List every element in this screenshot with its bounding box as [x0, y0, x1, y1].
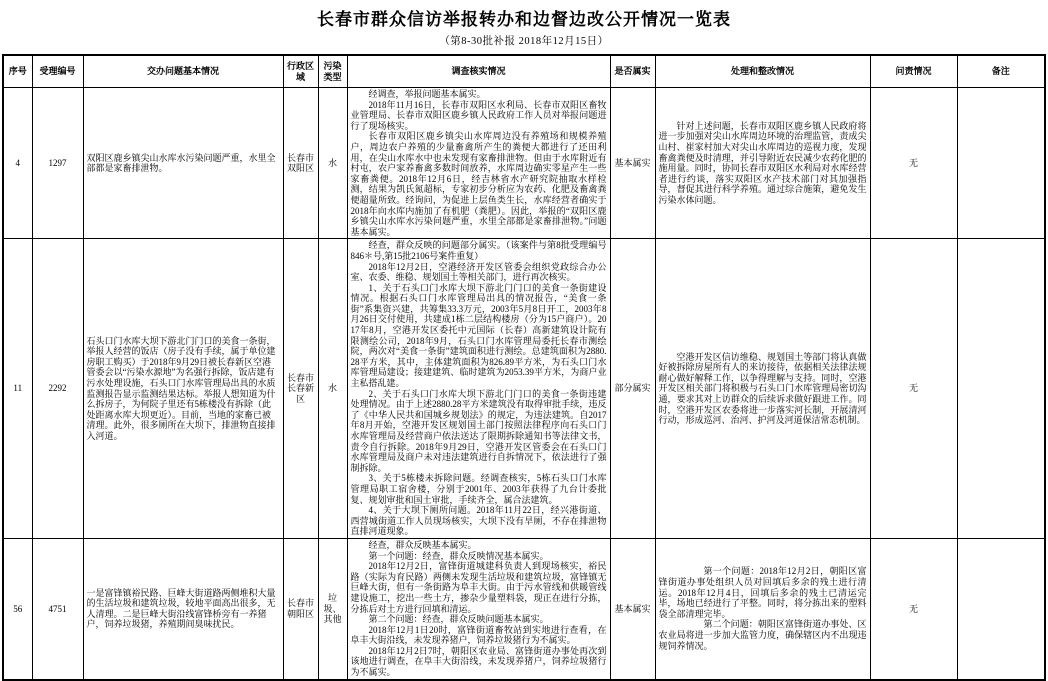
- cell-case-no: 2292: [32, 239, 83, 539]
- cell-verified: 基本属实: [610, 538, 655, 679]
- table-row: [3, 239, 1045, 539]
- cell-handling: [655, 239, 870, 539]
- cell-seq: 11: [3, 239, 32, 539]
- cell-investigation: [347, 538, 610, 679]
- investigation-paragraph: 经查，群众反映基本属实。: [368, 539, 477, 550]
- cell-problem: 双阳区鹿乡镇尖山水库水污染问题严重，水里全部都是家畜排泄物。: [83, 88, 283, 239]
- col-header-remarks: 备注: [957, 55, 1045, 88]
- col-header-handling: 处理和整改情况: [655, 55, 870, 88]
- cell-problem: 石头口门水库大坝下游北门门口的美食一条街，举报人经营的饭店（房子没有手续，属于单位建房职工购买）于2018年9月29日被长春新区空港管委会以“污染水源地”为名强行拆除，饭店建有污水处理设施，石头口门水库管理局出具的水质监测报告显示监测结果达标。举报人想知道为什么拆房子，为何院子里还有5栋楼没有拆除（此处距离水库大坝更近）。目前，当地的家畜已被清理。此外，很多厕所在大坝下，排泄物直接排入河道。: [83, 239, 283, 539]
- col-header-pollution-type: 污染类型: [318, 55, 347, 88]
- investigation-paragraph: 4、关于大坝下厕所问题。2018年11月22日，经兴港街道、西营城街道工作人员现场核实，大坝下没有旱厕，不存在排泄物直排河道现象。: [350, 505, 607, 537]
- investigation-paragraph: 2018年12月2日，空港经济开发区管委会组织党政综合办公室、农委、维稳、规划国土等相关部门，进行再次核实。: [350, 261, 607, 283]
- investigation-paragraph: 经查，群众反映的问题部分属实。（该案件与第8批受理编号846＊号,第15批2106号案件重复）: [350, 240, 607, 261]
- cell-region: 长春市朝阳区: [283, 538, 318, 679]
- col-header-accountability: 问责情况: [870, 55, 957, 88]
- investigation-paragraph: 2、关于石头口门水库大坝下游北门门口的美食一条街违建处理情况。由于上述2880.28平方米建筑没有取得审批手续，违反了《中华人民共和国城乡规划法》的规定，为违法建筑。自2017年8月开始，空港开发区规划国土部门按照法律程序向石头口门水库管理局及经营商户依法送达了限期拆除通知书等法律文书，责令自行拆除。2018年9月29日，空港开发区管委会在石头口门水库管理局及商户未对违法建筑进行自拆情况下，依法进行了强制拆除。: [350, 388, 607, 473]
- cell-case-no: 1297: [32, 88, 83, 239]
- report-table: [2, 54, 1046, 681]
- handling-paragraph: 空港开发区信访维稳、规划国土等部门将认真做好被拆除房屋所有人的来访接待，依据相关法律法规耐心做好解释工作，以争得理解与支持。同时，空港开发区相关部门将积极与石头口门水库管理局密切沟通，要求其对上访群众的后续诉求做好跟进工作。同时，空港开发区农委将进一步落实河长制，开展清河行动，形成巡河、治河、护河及河道保洁常态机制。: [658, 351, 867, 426]
- cell-accountability: 无: [870, 239, 957, 539]
- handling-paragraph: 针对上述问题，长春市双阳区鹿乡镇人民政府将进一步加强对尖山水库周边环境的治理监管，责成尖山村、崔家村加大对尖山水库周边的巡视力度，发现畜禽粪便及时清理，并引导附近农民减少农药化肥的施用量。同时，协同长春市双阳区水利局对水库经营者进行约谈，落实双阳区水产技术部门对其加强指导，督促其进行科学养殖。通过综合施策，避免发生污染水体问题。: [658, 120, 867, 205]
- cell-accountability: 无: [870, 538, 957, 679]
- report-page: [0, 5, 1048, 678]
- cell-verified: 部分属实: [610, 239, 655, 539]
- col-header-case-no: 受理编号: [32, 55, 83, 88]
- cell-pollution-type: 水: [318, 239, 347, 539]
- cell-handling: [655, 538, 870, 679]
- investigation-paragraph: 2018年12月2日7时，朝阳区农业局、富锋街道办事处再次到该地进行调查，在阜丰大街沿线，未发现养猪户，饲养垃圾猪行为不属实。: [350, 645, 607, 678]
- investigation-paragraph: 长春市双阳区鹿乡镇尖山水库周边没有养殖场和规模养殖户，周边农户养殖的少量畜禽所产生的粪便大都进行了还田利用，在尖山水库水中也未发现有家畜排泄物。但由于水库附近有村屯，农户家养畜禽多数时间放养，水库周边确实零星产生一些家畜粪便。2018年12月6日，经吉林省水产研究院抽取水样检测，结果为凯氏氮超标，专家初步分析应为农药、化肥及畜禽粪便超量所致。经询问，为促进上层鱼类生长，水库经营者确实于2018年向水库内施加了有机肥（粪肥）。因此，举报的“双阳区鹿乡镇尖山水库水污染问题严重，水里全部都是家畜排泄物。”问题基本属实。: [350, 131, 607, 237]
- col-header-region: 行政区域: [283, 55, 318, 88]
- investigation-paragraph: 第二个问题：经查，群众反映问题基本属实。: [368, 614, 549, 625]
- page-title: 长春市群众信访举报转办和边督边改公开情况一览表: [317, 10, 731, 29]
- cell-investigation: [347, 88, 610, 239]
- cell-pollution-type: 水: [318, 88, 347, 239]
- cell-seq: 4: [3, 88, 32, 239]
- investigation-paragraph: 1、关于石头口门水库大坝下游北门门口的美食一条街建设情况。根据石头口门水库管理局出具的情况报告，“美食一条街”系集资兴建，共筹集33.3万元，2003年5月8日开工，2003年8月26日交付使用，共建成1栋二层结构楼房（分为15户商户）。2017年8月，空港开发区委托中元国际（长春）高新建筑设计院有限测绘公司，2018年9月，石头口门水库管理局委托长春市测绘院，两次对“美食一条街”建筑面积进行测绘。总建筑面积为2880.28平方米，其中，主体建筑面积为826.89平方米，为石头口门水库管理局建设；接建建筑、临时建筑为2053.39平方米，为商户业主私搭乱建。: [350, 282, 607, 389]
- page-subtitle: （第8-30批补报 2018年12月15日）: [439, 36, 609, 47]
- cell-case-no: 4751: [32, 538, 83, 679]
- cell-region: 长春市双阳区: [283, 88, 318, 239]
- col-header-seq: 序号: [3, 55, 32, 88]
- cell-remarks: [957, 538, 1045, 679]
- cell-accountability: 无: [870, 88, 957, 239]
- investigation-paragraph: 2018年12月1日20时，富锋街道畜牧站到实地进行查看，在阜丰大街沿线，未发现养猪户，饲养垃圾猪行为不属实。: [350, 624, 607, 646]
- investigation-paragraph: 2018年12月2日，富锋街道城建科负责人到现场核实，裕民路（实际为育民路）两侧未发现生活垃圾和建筑垃圾，富锋镇无巨峰大街，但有一条街路为阜丰大街。由于污水管线和供暖管线建设施工，挖出一些土方，掺杂少量塑料袋，现正在进行分拣，分拣后对土方进行回填和清运。: [350, 561, 607, 614]
- investigation-paragraph: 3、关于5栋楼未拆除问题。经调查核实，5栋石头口门水库管理局职工宿舍楼，分别于2001年、2003年获得了九台计委批复、规划审批和国土审批，手续齐全，属合法建筑。: [350, 473, 607, 505]
- table-row: [3, 538, 1045, 679]
- cell-seq: 56: [3, 538, 32, 679]
- col-header-verified: 是否属实: [610, 55, 655, 88]
- col-header-investigation: 调查核实情况: [347, 55, 610, 88]
- cell-verified: 基本属实: [610, 88, 655, 239]
- cell-region: 长春市长春新区: [283, 239, 318, 539]
- cell-handling: [655, 88, 870, 239]
- handling-paragraph: 第一个问题：2018年12月2日，朝阳区富锋街道办事处组织人员对回填后多余的残土进行清运。2018年12月4日，回填后多余的残土已清运完毕，场地已经进行了平整。同时，将分拣出来的塑料袋全部清理完毕。: [658, 566, 867, 619]
- investigation-paragraph: 2018年11月16日，长春市双阳区水利局、长春市双阳区畜牧业管理局、长春市双阳区鹿乡镇人民政府工作人员对举报问题进行了现场核实。: [350, 99, 607, 131]
- cell-remarks: [957, 88, 1045, 239]
- investigation-paragraph: 经调查，举报问题基本属实。: [368, 89, 486, 99]
- cell-remarks: [957, 239, 1045, 539]
- col-header-problem: 交办问题基本情况: [83, 55, 283, 88]
- header-row: [3, 55, 1045, 88]
- handling-paragraph: 第二个问题：朝阳区富锋街道办事处、区农业局将进一步加大监管力度，确保辖区内不出现违规饲养情况。: [658, 619, 867, 651]
- cell-problem: 一是富锋镇裕民路、巨峰大街道路两侧堆积大量的生活垃圾和建筑垃圾，较地平面高出很多，无人清理。二是巨峰大街沿线富锋桥旁有一养猪户，饲养垃圾猪，养殖期间臭味扰民。: [83, 538, 283, 679]
- cell-investigation: [347, 239, 610, 539]
- table-row: [3, 88, 1045, 239]
- investigation-paragraph: 第一个问题：经查，群众反映情况基本属实。: [368, 550, 549, 561]
- cell-pollution-type: 垃圾、其他: [318, 538, 347, 679]
